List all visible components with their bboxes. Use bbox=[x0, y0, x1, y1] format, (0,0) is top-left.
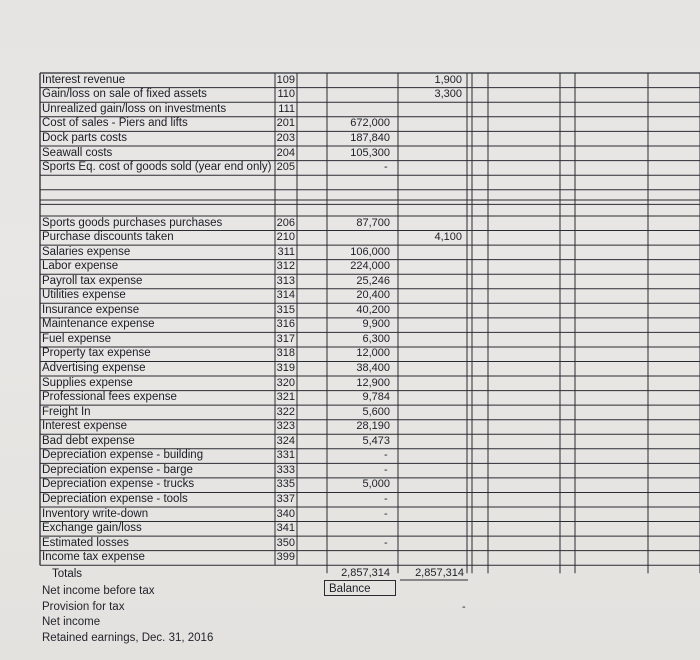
account-number: 318 bbox=[276, 347, 295, 360]
debit-value: 5,000 bbox=[362, 478, 390, 491]
debit-value: - bbox=[384, 463, 388, 476]
credit-value: 3,300 bbox=[434, 88, 462, 101]
debit-value: 224,000 bbox=[350, 260, 390, 273]
account-number: 312 bbox=[276, 260, 295, 273]
account-number: 311 bbox=[277, 245, 295, 258]
account-name: Maintenance expense bbox=[42, 318, 155, 331]
account-number: 204 bbox=[276, 146, 295, 159]
net-income-before-tax-label: Net income before tax bbox=[42, 585, 155, 597]
account-name: Interest revenue bbox=[42, 73, 126, 86]
debit-value: 28,190 bbox=[356, 420, 390, 433]
credit-value: 4,100 bbox=[434, 231, 462, 244]
account-name: Unrealized gain/loss on investments bbox=[42, 102, 227, 115]
debit-value: 38,400 bbox=[356, 362, 390, 374]
debit-value: 5,600 bbox=[362, 405, 390, 418]
debit-value: - bbox=[384, 161, 388, 174]
account-number: 337 bbox=[276, 492, 295, 505]
debit-value: 9,900 bbox=[362, 318, 390, 331]
debit-value: - bbox=[384, 449, 388, 462]
account-number: 335 bbox=[276, 478, 295, 491]
account-number: 206 bbox=[276, 216, 295, 229]
account-name: Income tax expense bbox=[42, 551, 145, 564]
debit-value: - bbox=[384, 492, 388, 505]
balance-box: Balance bbox=[324, 580, 396, 596]
net-income-label: Net income bbox=[42, 616, 101, 628]
account-name: Sports goods purchases purchases bbox=[42, 216, 223, 229]
account-name: Labor expense bbox=[42, 260, 119, 273]
account-name: Purchase discounts taken bbox=[42, 231, 174, 244]
account-number: 340 bbox=[276, 507, 295, 520]
totals-label: Totals bbox=[52, 568, 83, 580]
account-number: 317 bbox=[276, 332, 295, 345]
account-name: Depreciation expense - building bbox=[42, 449, 204, 462]
account-number: 321 bbox=[276, 391, 295, 404]
account-name: Sports Eq. cost of goods sold (year end only) bbox=[42, 161, 272, 174]
debit-value: 25,246 bbox=[356, 274, 390, 287]
account-number: 323 bbox=[276, 420, 295, 433]
account-name: Exchange gain/loss bbox=[42, 522, 142, 535]
account-number: 201 bbox=[276, 117, 295, 130]
credit-value: 1,900 bbox=[434, 73, 462, 86]
totals-credit: 2,857,314 bbox=[415, 567, 464, 579]
account-number: 210 bbox=[276, 231, 295, 244]
account-number: 350 bbox=[276, 536, 295, 549]
debit-value: 40,200 bbox=[356, 303, 390, 316]
account-name: Interest expense bbox=[42, 420, 128, 433]
account-name: Utilities expense bbox=[42, 289, 126, 302]
account-name: Bad debt expense bbox=[42, 434, 135, 447]
account-name: Property tax expense bbox=[42, 347, 151, 360]
account-name: Salaries expense bbox=[42, 245, 131, 258]
account-name: Fuel expense bbox=[42, 332, 112, 345]
debit-value: 20,400 bbox=[356, 289, 390, 302]
account-name: Dock parts costs bbox=[42, 131, 127, 144]
account-number: 315 bbox=[276, 303, 295, 316]
debit-value: - bbox=[384, 507, 388, 520]
debit-value: 12,000 bbox=[356, 347, 390, 360]
account-number: 111 bbox=[278, 102, 295, 115]
provision-value: - bbox=[462, 601, 466, 613]
account-name: Depreciation expense - barge bbox=[42, 463, 193, 476]
debit-value: 105,300 bbox=[350, 146, 390, 159]
account-number: 331 bbox=[276, 449, 295, 462]
account-name: Seawall costs bbox=[42, 146, 113, 159]
account-number: 205 bbox=[276, 161, 295, 174]
account-name: Gain/loss on sale of fixed assets bbox=[42, 88, 207, 101]
debit-value: - bbox=[384, 536, 388, 549]
account-number: 333 bbox=[276, 463, 295, 476]
account-number: 109 bbox=[276, 73, 295, 86]
account-number: 322 bbox=[276, 405, 295, 418]
totals-debit: 2,857,314 bbox=[341, 567, 390, 579]
account-name: Supplies expense bbox=[42, 376, 133, 389]
account-number: 341 bbox=[276, 522, 295, 535]
debit-value: 106,000 bbox=[350, 245, 390, 258]
account-name: Inventory write-down bbox=[42, 507, 149, 520]
retained-earnings-label: Retained earnings, Dec. 31, 2016 bbox=[42, 632, 214, 644]
account-name: Depreciation expense - tools bbox=[42, 492, 188, 505]
provision-for-tax-label: Provision for tax bbox=[42, 601, 125, 613]
account-number: 313 bbox=[276, 274, 295, 287]
account-name: Depreciation expense - trucks bbox=[42, 478, 195, 491]
account-name: Cost of sales - Piers and lifts bbox=[42, 117, 188, 130]
account-number: 314 bbox=[276, 289, 295, 302]
account-name: Insurance expense bbox=[42, 303, 140, 316]
debit-value: 87,700 bbox=[356, 216, 390, 229]
account-number: 319 bbox=[276, 362, 295, 374]
debit-value: 5,473 bbox=[362, 434, 390, 447]
account-number: 324 bbox=[276, 434, 295, 447]
account-number: 203 bbox=[276, 131, 295, 144]
account-name: Payroll tax expense bbox=[42, 274, 143, 287]
debit-value: 672,000 bbox=[350, 117, 390, 130]
account-name: Estimated losses bbox=[42, 536, 129, 549]
debit-value: 9,784 bbox=[362, 391, 390, 404]
account-number: 316 bbox=[276, 318, 295, 331]
account-number: 320 bbox=[276, 376, 295, 389]
debit-value: 6,300 bbox=[362, 332, 390, 345]
account-name: Professional fees expense bbox=[42, 391, 177, 404]
account-number: 110 bbox=[277, 88, 295, 101]
debit-value: 187,840 bbox=[350, 131, 390, 144]
debit-value: 12,900 bbox=[356, 376, 390, 389]
account-name: Freight In bbox=[42, 405, 91, 418]
account-name: Advertising expense bbox=[42, 362, 146, 374]
account-number: 399 bbox=[276, 551, 295, 564]
